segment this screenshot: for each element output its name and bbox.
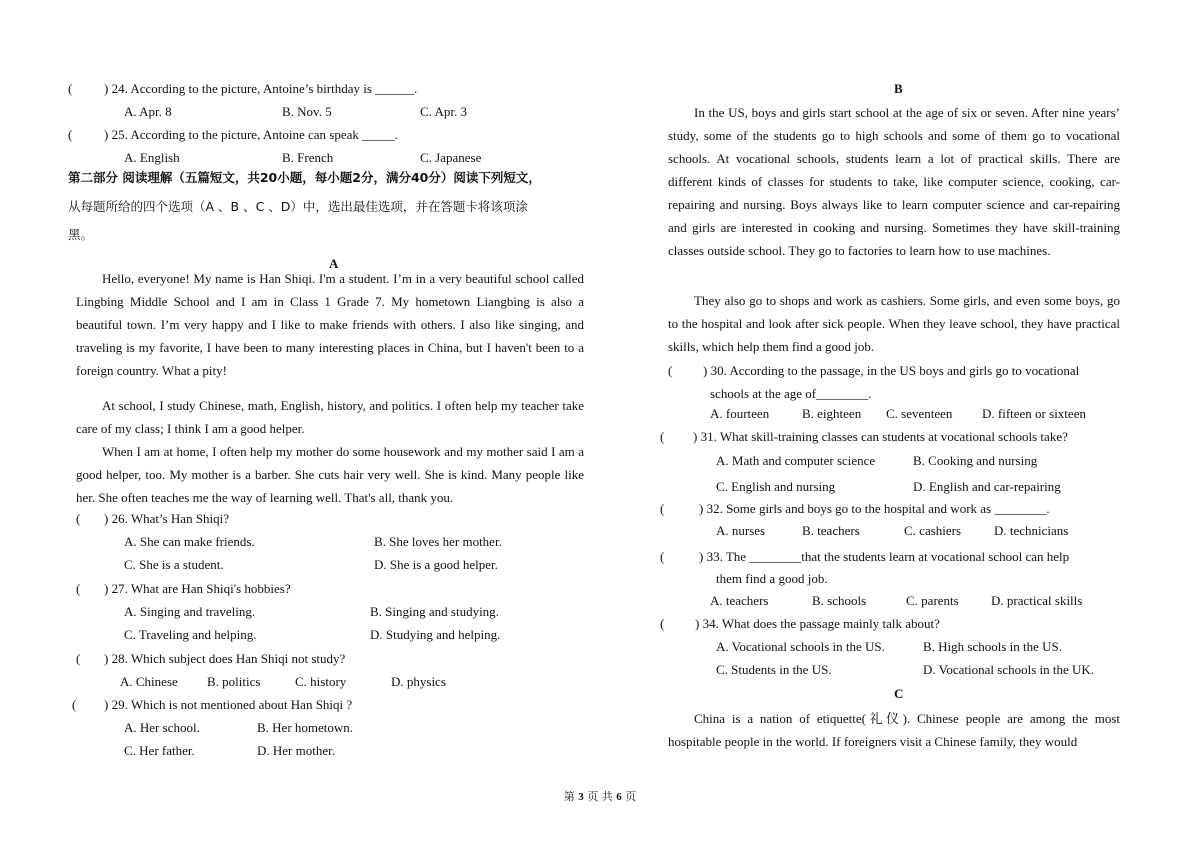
passage-b-heading: B bbox=[894, 81, 903, 96]
q28-paren: ( bbox=[76, 651, 81, 666]
q26-paren: ( bbox=[76, 511, 81, 526]
q31-stem: ) 31. What skill-training classes can students at vocational schools take? bbox=[693, 429, 1068, 444]
q25-option-b: B. French bbox=[282, 150, 334, 165]
footer-suffix: 页 bbox=[625, 790, 637, 803]
q28-option-b: B. politics bbox=[207, 674, 261, 689]
passage-a-paragraph-2: At school, I study Chinese, math, English, history, and politics. I often help my teacher take care of my class; I think I am a good helper. bbox=[76, 398, 584, 436]
q26-option-c: C. She is a student. bbox=[124, 557, 224, 572]
q29-option-a: A. Her school. bbox=[124, 720, 200, 735]
q30-option-b: B. eighteen bbox=[802, 406, 862, 421]
q29-option-d: D. Her mother. bbox=[257, 743, 335, 758]
q28-option-c: C. history bbox=[295, 674, 347, 689]
q31-option-b: B. Cooking and nursing bbox=[913, 453, 1038, 468]
q31-option-d: D. English and car-repairing bbox=[913, 479, 1061, 494]
q31-paren: ( bbox=[660, 429, 665, 444]
q28-option-d: D. physics bbox=[391, 674, 446, 689]
q34-option-b: B. High schools in the US. bbox=[923, 639, 1063, 654]
q32-option-a: A. nurses bbox=[716, 523, 766, 538]
passage-b-paragraph-1: In the US, boys and girls start school at the age of six or seven. After nine years’ study, some of the students go to high schools and some of them go to vocational schools. At vocational schools, students learn a lot of practical skills. There are different kinds of classes for students to take, like computer science, cooking, car- repairing and nursing. Boys always like to learn computer science and car-repairing and girls are interested in cooking and nursing. Sometimes they have skill-training classes outside school. They go to factories to learn how to use machines. bbox=[668, 105, 1120, 258]
footer-page-number: 3 bbox=[578, 791, 584, 803]
q32-stem: ) 32. Some girls and boys go to the hospital and work as ________. bbox=[699, 501, 1050, 516]
passage-a-paragraph-3: When I am at home, I often help my mother do some housework and my mother said I am a good helper, too. My mother is a barber. She cuts hair very well. She is kind. Many people like her. She often teaches me the way of learning well. That's all, thank you. bbox=[76, 444, 584, 505]
footer-prefix: 第 bbox=[563, 790, 575, 803]
q25-paren: ( bbox=[68, 127, 73, 142]
q24-paren: ( bbox=[68, 81, 73, 96]
q33-stem-line2: them find a good job. bbox=[716, 571, 828, 586]
q30-stem-line2: schools at the age of________. bbox=[710, 386, 872, 401]
q27-stem: ) 27. What are Han Shiqi's hobbies? bbox=[104, 581, 291, 596]
passage-a-paragraph-1: Hello, everyone! My name is Han Shiqi. I'm a student. I’m in a very beautiful school called Lingbing Middle School and I am in Class 1 Grade 7. My hometown Liangbing is also a beautiful town. I’m very happy and I like to make friends with others. I also like singing, and traveling is my favorite, I have been to many interesting places in China, but I haven't been to a foreign country. What a pity! bbox=[76, 271, 584, 378]
part2-instruction-line2: 从每题所给的四个选项（A 、B 、C 、D）中，选出最佳选项，并在答题卡将该项涂 bbox=[68, 199, 528, 214]
part2-instruction-line1: 第二部分 阅读理解（五篇短文，共20小题，每小题2分，满分40分）阅读下列短文， bbox=[68, 170, 541, 185]
q30-paren: ( bbox=[668, 363, 673, 378]
q33-paren: ( bbox=[660, 549, 665, 564]
q26-option-a: A. She can make friends. bbox=[124, 534, 255, 549]
part2-instruction-line3: 黑。 bbox=[68, 227, 94, 242]
q24-option-a: A. Apr. 8 bbox=[124, 104, 172, 119]
q32-option-c: C. cashiers bbox=[904, 523, 962, 538]
q32-option-b: B. teachers bbox=[802, 523, 860, 538]
q29-paren: ( bbox=[72, 697, 77, 712]
q34-paren: ( bbox=[660, 616, 665, 631]
q24-stem: ) 24. According to the picture, Antoine’s birthday is ______. bbox=[104, 81, 418, 96]
q34-option-a: A. Vocational schools in the US. bbox=[716, 639, 885, 654]
passage-a-heading: A bbox=[329, 256, 339, 271]
q33-option-b: B. schools bbox=[812, 593, 867, 608]
q26-stem: ) 26. What’s Han Shiqi? bbox=[104, 511, 230, 526]
q30-option-a: A. fourteen bbox=[710, 406, 770, 421]
q31-option-a: A. Math and computer science bbox=[716, 453, 876, 468]
q27-paren: ( bbox=[76, 581, 81, 596]
footer-middle: 页 共 bbox=[587, 790, 613, 803]
q34-stem: ) 34. What does the passage mainly talk about? bbox=[695, 616, 940, 631]
q25-stem: ) 25. According to the picture, Antoine can speak _____. bbox=[104, 127, 398, 142]
q32-option-d: D. technicians bbox=[994, 523, 1069, 538]
q27-option-c: C. Traveling and helping. bbox=[124, 627, 257, 642]
q29-option-b: B. Her hometown. bbox=[257, 720, 354, 735]
q29-stem: ) 29. Which is not mentioned about Han Shiqi ? bbox=[104, 697, 353, 712]
passage-c-heading: C bbox=[894, 686, 904, 701]
q26-option-d: D. She is a good helper. bbox=[374, 557, 498, 572]
q34-option-c: C. Students in the US. bbox=[716, 662, 832, 677]
q25-option-c: C. Japanese bbox=[420, 150, 482, 165]
q33-option-c: C. parents bbox=[906, 593, 959, 608]
q27-option-a: A. Singing and traveling. bbox=[124, 604, 256, 619]
page-footer bbox=[0, 788, 1200, 804]
q27-option-d: D. Studying and helping. bbox=[370, 627, 501, 642]
q24-option-b: B. Nov. 5 bbox=[282, 104, 332, 119]
q25-option-a: A. English bbox=[124, 150, 180, 165]
footer-total-pages: 6 bbox=[616, 791, 622, 803]
q34-option-d: D. Vocational schools in the UK. bbox=[923, 662, 1095, 677]
q33-stem: ) 33. The ________that the students learn at vocational school can help bbox=[699, 549, 1070, 564]
passage-c-paragraph-1: China is a nation of etiquette(礼仪). Chinese people are among the most hospitable people in the world. If foreigners visit a Chinese family, they would bbox=[668, 711, 1120, 749]
q28-stem: ) 28. Which subject does Han Shiqi not study? bbox=[104, 651, 346, 666]
q27-option-b: B. Singing and studying. bbox=[370, 604, 499, 619]
q33-option-d: D. practical skills bbox=[991, 593, 1083, 608]
q28-option-a: A. Chinese bbox=[120, 674, 178, 689]
passage-b-paragraph-2: They also go to shops and work as cashiers. Some girls, and even some boys, go to the hospital and look after sick people. When they leave school, they have practical skills, which help them find a good job. bbox=[668, 293, 1120, 354]
q29-option-c: C. Her father. bbox=[124, 743, 195, 758]
q26-option-b: B. She loves her mother. bbox=[374, 534, 502, 549]
q31-option-c: C. English and nursing bbox=[716, 479, 836, 494]
q30-option-d: D. fifteen or sixteen bbox=[982, 406, 1086, 421]
q33-option-a: A. teachers bbox=[710, 593, 769, 608]
q30-option-c: C. seventeen bbox=[886, 406, 953, 421]
q30-stem: ) 30. According to the passage, in the US boys and girls go to vocational bbox=[703, 363, 1080, 378]
q24-option-c: C. Apr. 3 bbox=[420, 104, 467, 119]
q32-paren: ( bbox=[660, 501, 665, 516]
